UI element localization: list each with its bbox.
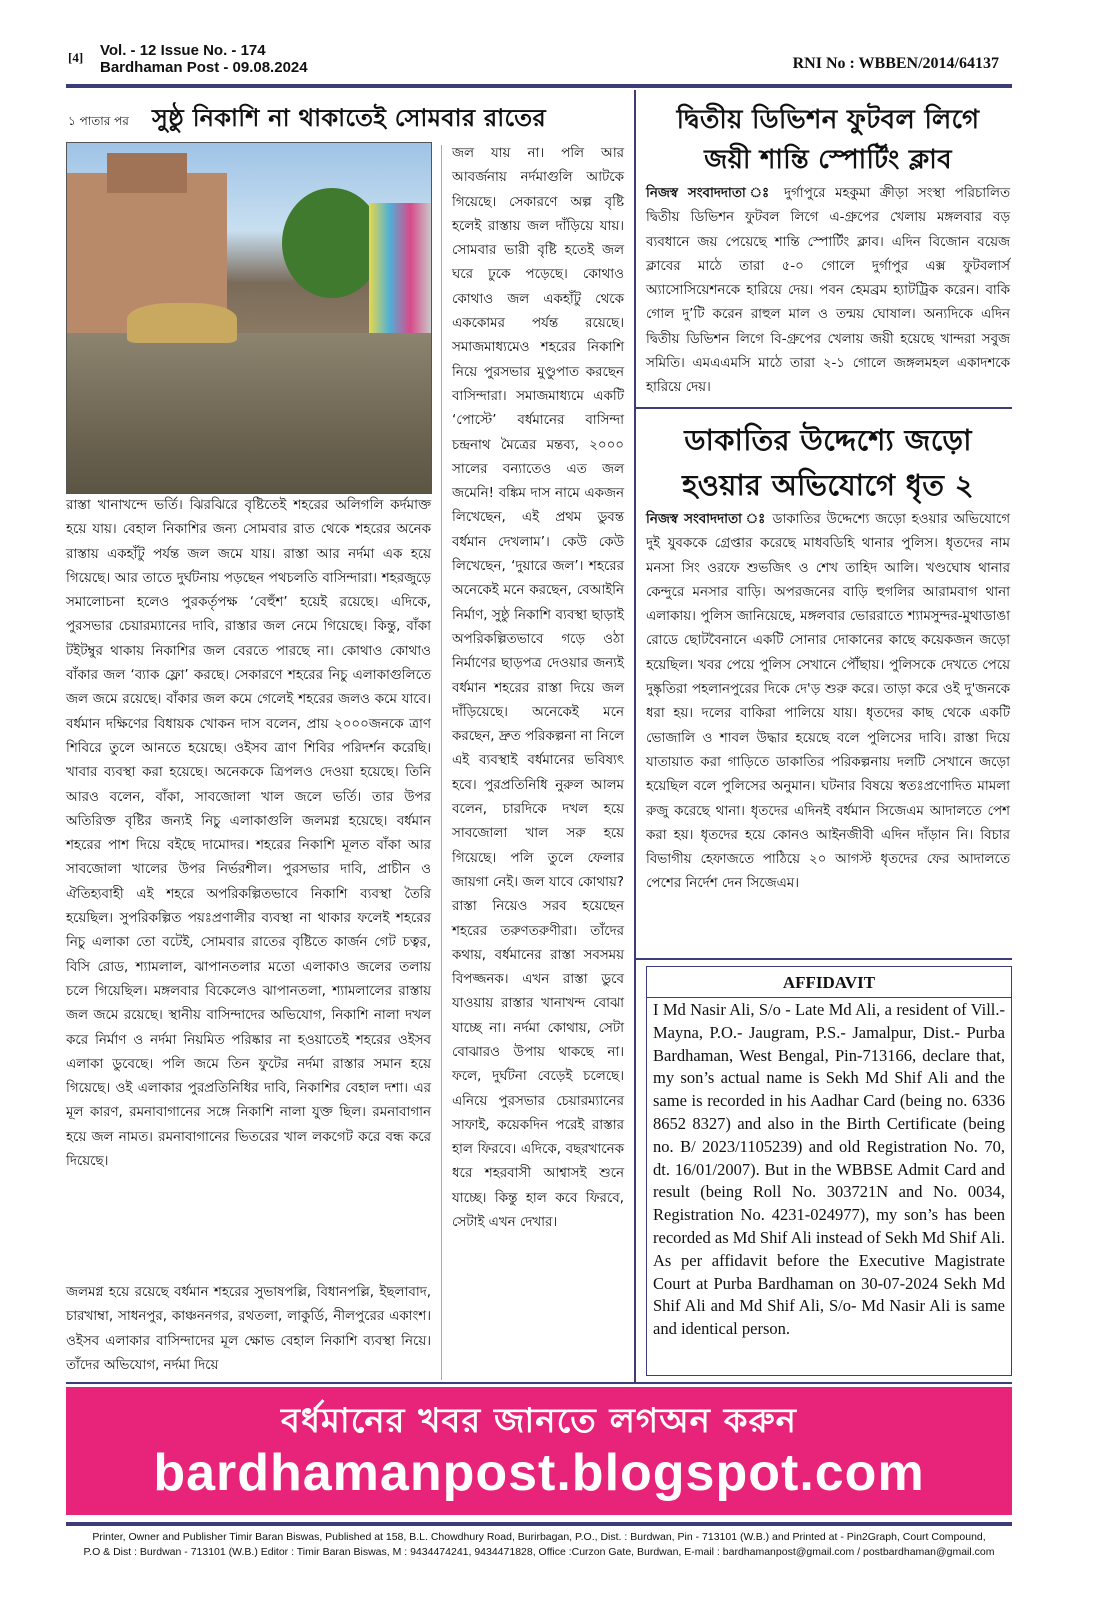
edition-date: Bardhaman Post - 09.08.2024 [100,59,308,76]
article-divider [636,958,1012,960]
continued-label: ১ পাতার পর [68,114,129,128]
affidavit-box [646,966,1012,1376]
issue-info [100,42,308,76]
main-article-col1-bottom: জলমগ্ন হয়ে রয়েছে বর্ধমান শহরের সুভাষপল্লি, বিধানপল্লি, ইছলাবাদ, চারখাম্বা, সাধনপুর, কাঞ্চননগর, রথতলা, লাকুর্ডি, নীলপুরের একাংশ। ওইসব এলাকার বাসিন্দাদের মূল ক্ষোভ বেহাল নিকাশি ব্যবস্থা নিয়ে। তাঁদের অভিযোগ, নর্দমা দিয়ে [66,1285,431,1373]
article-divider [636,407,1012,409]
dacoity-article-body: নিজস্ব সংবাদদাতা ঃ ডাকাতির উদ্দেশ্যে জড়ো হওয়ার অভিযোগে দুই যুবককে গ্রেপ্তার করেছে মাধবডিহি থানার পুলিস। ধৃতদের নাম মনসা সিং ওরফে শুভজিৎ ও শেখ তাহিদ আলি। খণ্ডঘোষ থানার কেন্দুরে মনসার বাড়ি। অপরজনের বাড়ি হুগলির আরামবাগ থানা এলাকায়। পুলিস জানিয়েছে, মঙ্গলবার ভোররাতে শ্যামসুন্দর-মুথাডাঙা রোডে ছোটবৈনানে একটি সোনার দোকানের কাছে কয়েকজন জড়ো হয়েছিল। খবর পেয়ে পুলিস সেখানে পৌঁছায়। পুলিসকে দেখতে পেয়ে দুষ্কৃতিরা পহলানপুরের দিকে দে'ড় শুরু করে। তাড়া করে ওই দু'জনকে ধরা হয়। দলের বাকিরা পালিয়ে যায়। ধৃতদের কাছ থেকে একটি ভোজালি ও শাবল উদ্ধার হয়েছে বলে পুলিসের দাবি। রাস্তা দিয়ে যাতায়াত করা গাড়িতে ডাকাতির পরিকল্পনায় দলটি সেখানে জড়ো হয়েছিল বলে পুলিসের অনুমান। ঘটনার বিষয়ে স্বতঃপ্রণোদিত মামলা রুজু করেছে থানা। ধৃতদের এদিনই বর্ধমান সিজেএম আদালতে পেশ করা হয়। ধৃতদের হয়ে কোনও আইনজীবী এদিন দাঁড়ান নি। বিচার বিভাগীয় হেফাজতে পাঠিয়ে ২০ আগস্ট ধৃতদের ফের আদালতে পেশের নির্দেশ দেন সিজেএম। [646,512,1010,892]
main-article-col2: জল যায় না। পলি আর আবর্জনায় নর্দমাগুলি আটকে গিয়েছে। সেকারণে অল্প বৃষ্টি হলেই রাস্তায় জল দাঁড়িয়ে যায়। সোমবার ভারী বৃষ্টি হতেই জল ঘরে ঢুকে পড়েছে। কোথাও কোথাও জল একহাঁটু থেকে এককোমর পর্যন্ত রয়েছে। সমাজমাধ্যমেও শহরের নিকাশি নিয়ে পুরসভার মুণ্ডুপাত করছেন বাসিন্দারা। সমাজমাধ্যমে একটি ‘পোস্টে’ বর্ধমানের বাসিন্দা চন্দ্রনাথ মৈত্রের মন্তব্য, ২০০০ সালের বন্যাতেও এত জল জমেনি! বঙ্কিম দাস নামে একজন লিখেছেন, এই প্রথম ডুবন্ত বর্ধমান দেখলাম’। কেউ কেউ লিখেছেন, ‘দুয়ারে জল’। শহরের অনেকেই মনে করছেন, বেআইনি নির্মাণ, সুষ্ঠু নিকাশি ব্যবস্থা ছাড়াই অপরিকল্পিতভাবে গড়ে ওঠা নির্মাণের ছাড়পত্র দেওয়ার জন্যই বর্ধমান শহরের রাস্তা দিয়ে জল দাঁড়িয়েছে। অনেকেই মনে করছেন, দ্রুত পরিকল্পনা না নিলে এই ব্যবস্থাই বর্ধমানের ভবিষ্যৎ হবে। পুরপ্রতিনিধি নুরুল আলম বলেন, চারদিকে দখল হয়ে সাবজোলা খাল সরু হয়ে গিয়েছে। পলি তুলে ফেলার জায়গা নেই। জল যাবে কোথায়? রাস্তা নিয়েও সরব হয়েছেন শহরের তরুণতরুণীরা। তাঁদের কথায়, বর্ধমানের রাস্তা সবসময় বিপজ্জনক। এখন রাস্তা ডুবে যাওয়ায় রাস্তার খানাখন্দ বোঝা যাচ্ছে না। নর্দমা কোথায়, সেটা বোঝারও উপায় থাকছে না। ফলে, দুর্ঘটনা বেড়েই চলেছে। এনিয়ে পুরসভার চেয়ারম্যানের সাফাই, কয়েকদিন পরেই রাস্তার হাল ফিরবে। এদিকে, বছরখানেক ধরে শহরবাসী আশ্বাসই শুনে যাচ্ছে। কিন্তু হাল কবে ফিরবে, সেটাই এখন দেখার। [452,146,624,1231]
volume-label: Vol. - 12 Issue No. - 174 [100,42,266,59]
footer-rule [66,1522,1012,1526]
football-headline: দ্বিতীয় ডিভিশন ফুটবল লিগে জয়ী শান্তি স্পোর্টিং ক্লাব [676,105,980,175]
banner-tagline: বর্ধমানের খবর জানতে লগঅন করুন [281,1401,797,1441]
page-number: [4] [68,50,84,65]
dacoity-headline: ডাকাতির উদ্দেশ্যে জড়ো হওয়ার অভিযোগে ধৃত ২ [682,423,974,502]
main-article-col1: রাস্তা খানাখন্দে ভর্তি। ঝিরঝিরে বৃষ্টিতেই শহরের অলিগলি কর্দমাক্ত হয়ে যায়। বেহাল নিকাশির জন্য সোমবার রাত থেকে শহরের অনেক রাস্তায় একহাঁটু পর্যন্ত জল জমে যায়। রাস্তা আর নর্দমা এক হয়ে গিয়েছে। আর তাতে দুর্ঘটনায় পড়ছেন পথচলতি বাসিন্দারা। শহরজুড়ে সমালোচনা হলেও পুরকর্তৃপক্ষ ‘বেহুঁশ’ হয়েই রয়েছে। এদিকে, পুরসভার চেয়ারম্যানের দাবি, রাস্তার জল নেমে গিয়েছে। কিন্তু, বাঁকা টইটম্বুর থাকায় নিকাশির জল বেরতে পারছে না। কোথাও কোথাও বাঁকার জল ‘ব্যাক ফ্লো’ করছে। সেকারণে শহরের নিচু এলাকাগুলিতে জল জমে রয়েছে। বাঁকার জল কমে গেলেই শহরের জলও কমে যাবে। বর্ধমান দক্ষিণের বিধায়ক খোকন দাস বলেন, প্রায় ২০০০জনকে ত্রাণ শিবিরে তুলে আনতে হয়েছে। ওইসব ত্রাণ শিবির পরিদর্শন করেছি। খাবার ব্যবস্থা করা হয়েছে। অনেককে ত্রিপলও দেওয়া হয়েছে। তিনি আরও বলেন, বাঁকা, সাবজোলা খাল জলে ভর্তি। তার উপর অতিরিক্ত বৃষ্টির জন্যই নিচু এলাকাগুলি জলমগ্ন হয়েছে। বর্ধমান শহরের পাশ দিয়ে বইছে দামোদর। শহরের নিকাশি মূলত বাঁকা আর সাবজোলা খালের উপর নির্ভরশীল। পুরসভার দাবি, প্রাচীন ও ঐতিহ্যবাহী এই শহরে অপরিকল্পিতভাবে নিকাশি ব্যবস্থা তৈরি হয়েছিল। সুপরিকল্পিত পয়ঃপ্রণালীর ব্যবস্থা না থাকার ফলেই শহরের নিচু এলাকা তো বটেই, সোমবার রাতের বৃষ্টিতে কার্জন গেট চত্বর, বিসি রোড, শ্যামলাল, ঝাপানতলার মতো এলাকাও জলের তলায় চলে গিয়েছিল। মঙ্গলবার বিকেলেও ঝাপানতলা, শ্যামলালের রাস্তায় জল জমে রয়েছে। স্থানীয় বাসিন্দাদের অভিযোগ, নিকাশি নালা দখল করে নির্মাণ ও নর্দমা নিয়মিত পরিষ্কার না হওয়াতেই শহরের ওইসব এলাকা ডুবেছে। পলি জমে তিন ফুটের নর্দমা রাস্তার সমান হয়ে গিয়েছে। ওই এলাকার পুরপ্রতিনিধির দাবি, নিকাশির বেহাল দশা। এর মূল কারণ, রমনাবাগানের সঙ্গে নিকাশি নালা যুক্ত ছিল। রমনাবাগান হয়ে জল নামত। রমনাবাগানের ভিতরের খাল লকগেট করে বন্ধ করে দিয়েছে। [66,498,431,1170]
rni-number: RNI No : WBBEN/2014/64137 [792,55,999,72]
affidavit-text: I Md Nasir Ali, S/o - Late Md Ali, a resident of Vill.- Mayna, P.O.- Jaugram, P.S.- Jamalpur, Dist.- Purba Bardhaman, West Bengal, Pin-713166, declare that, my son’s actual name is Sekh Md Shif Ali and the same is recorded in his Aadhar Card (being no. 6336 8652 8327) and also in the Birth Certificate (being no. B/ 2023/1105239) and old Registration No. 70, dt. 16/01/2007). But in the WBBSE Admit Card and result (being Roll No. 303721N and No. 0034, Registration No. 4231-024977), my son’s has been recorded as Md Shif Ali instead of Sekh Md Shif Ali. As per affidavit before the Executive Magistrate Court at Purba Bardhaman on 30-07-2024 Sekh Md Shif Ali and Md Shif Ali, S/o- Md Nasir Ali is same and identical person. [653,1000,1005,1339]
column-divider-inner [441,145,442,1380]
column-divider [634,90,636,1384]
imprint-footer: Printer, Owner and Publisher Timir Baran Biswas, Published at 158, B.L. Chowdhury Road, Burirbagan, P.O., Dist. : Burdwan, Pin - 713101 (W.B.) and Printed at - Pin2Graph, Court Compound, P.O & Dist : Burdwan - 713101 (W.B.) Editor : Timir Baran Biswas, M : 9434474241, 9434471828, Office :Curzon Gate, Burdwan, E-mail : bardhamanpost@gmail.com / postbardhaman@gmail.com [83,1531,995,1558]
affidavit-title: AFFIDAVIT [782,973,876,992]
banner-top-rule [66,1382,1012,1384]
football-article-body: নিজস্ব সংবাদদাতা ঃ দুর্গাপুরে মহকুমা ক্রীড়া সংস্থা পরিচালিত দ্বিতীয় ডিভিশন ফুটবল লিগে এ-গ্রুপের খেলায় মঙ্গলবার বড় ব্যবধানে জয় পেয়েছে শান্তি স্পোর্টিং ক্লাব। এদিন বিজোন বয়েজ ক্লাবের মাঠে তারা ৫-০ গোলে দুর্গাপুর এক্স ফুটবলার্স অ্যাসোসিয়েশনকে হারিয়ে দেয়। পবন হেমব্রম হ্যাটট্রিক করেন। বাকি গোল দু’টি করেন রাহুল মাল ও তন্ময় ঘোষাল। অন্যদিকে এদিন দ্বিতীয় ডিভিশন লিগে বি-গ্রুপের খেলায় জয়ী হয়েছে খান্দরা সবুজ সমিতি। এমএএমসি মাঠে তারা ২-১ গোলে জঙ্গলমহল একাদশকে হারিয়ে দেয়। [646,186,1010,396]
main-headline: সুষ্ঠু নিকাশি না থাকাতেই সোমবার রাতের [152,104,546,132]
flooded-street-photo [66,142,432,494]
byline: নিজস্ব সংবাদদাতা ঃ [646,512,767,527]
promo-banner[interactable] [66,1387,1012,1515]
header-rule [66,84,1012,88]
blog-url-link[interactable]: bardhamanpost.blogspot.com [153,1444,925,1502]
byline: নিজস্ব সংবাদদাতা ঃ [646,186,775,201]
